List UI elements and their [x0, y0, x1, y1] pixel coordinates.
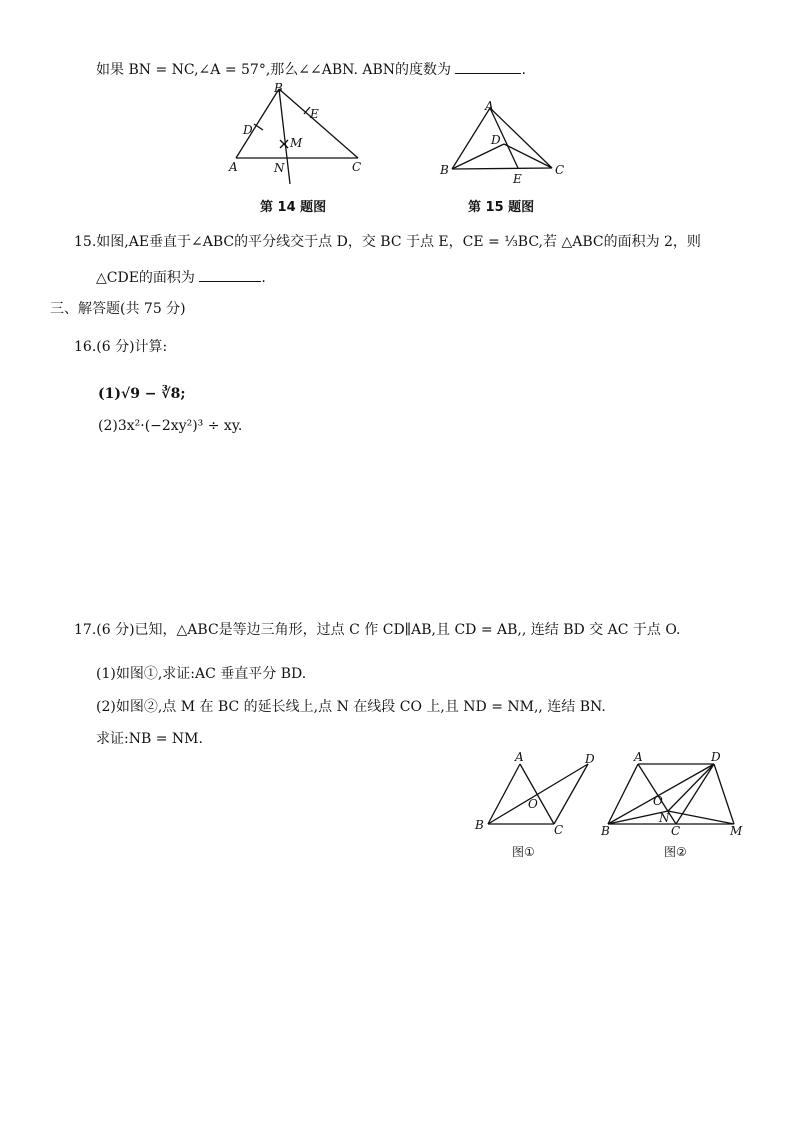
fig17b-caption: 图②	[664, 845, 687, 859]
fig15-caption: 第 15 题图	[468, 200, 535, 215]
fig14-label-m: M	[290, 136, 303, 150]
fig17b-side-cd	[676, 764, 714, 824]
fig14-label-b: B	[274, 81, 283, 95]
fig15-label-d: D	[491, 133, 501, 147]
q16-part1: (1)√9 − ∛8;	[98, 386, 186, 402]
fig17b-label-m: M	[730, 824, 743, 838]
q15-line1	[74, 232, 701, 252]
fig15-label-e: E	[513, 172, 522, 186]
fig17a-label-o: O	[528, 797, 538, 811]
fig17a-label-d: D	[585, 752, 595, 766]
fig17b-label-b: B	[601, 824, 610, 838]
q17-title: 17.(6 分)已知，△ABC是等边三角形，过点 C 作 CD∥AB,且 CD = AB,, 连结 BD 交 AC 于点 O.	[74, 622, 681, 638]
fig17a-caption: 图①	[512, 845, 535, 859]
q14-answer-blank[interactable]	[455, 59, 521, 74]
section-3-title: 三、解答题(共 75 分)	[50, 301, 186, 317]
q17-part2: (2)如图②,点 M 在 BC 的延长线上,点 N 在线段 CO 上,且 ND = NM,, 连结 BN.	[96, 699, 606, 715]
q15-text-1: 15.如图,AE垂直于∠ABC的平分线交于点 D，交 BC 于点 E，CE = ⅓BC,若 △ABC的面积为 2，则	[74, 234, 701, 250]
fig14-label-c: C	[352, 160, 362, 174]
fig17b-label-o: O	[653, 794, 663, 808]
fig15-line-dc	[504, 144, 552, 168]
figure-14	[222, 82, 372, 186]
fig17b-label-n: N	[659, 811, 670, 825]
fig17a-label-b: B	[475, 818, 484, 832]
fig17b-label-c: C	[671, 824, 681, 838]
fig14-label-e: E	[310, 107, 319, 121]
q17-part1: (1)如图①,求证:AC 垂直平分 BD.	[96, 666, 307, 682]
q15-answer-blank[interactable]	[199, 267, 261, 282]
figure-17-1	[470, 748, 600, 840]
q14-text: 如果 BN = NC,∠A = 57°,那么∠∠ABN. ABN的度数为	[96, 62, 452, 78]
fig17a-line-bd	[488, 764, 588, 824]
fig15-label-b: B	[440, 163, 449, 177]
q15-text-2: △CDE的面积为	[96, 270, 195, 286]
q16-part2: (2)3x²·(−2xy²)³ ÷ xy.	[98, 418, 243, 434]
fig17b-line-nd	[668, 764, 714, 811]
fig17a-side-cd	[554, 764, 588, 824]
fig15-label-c: C	[555, 163, 565, 177]
q15-line2: △CDE的面积为 .	[96, 267, 266, 288]
fig15-label-a: A	[485, 99, 494, 113]
fig14-label-a: A	[229, 160, 238, 174]
q14-tail: 如果 BN = NC,∠A = 57°,那么∠∠ABN. ABN的度数为 .	[96, 59, 526, 80]
fig14-label-d: D	[243, 123, 253, 137]
q17-part2b: 求证:NB = NM.	[96, 731, 203, 747]
figure-17-2	[598, 748, 748, 840]
fig14-caption: 第 14 题图	[260, 200, 327, 215]
fig17a-label-a: A	[515, 750, 524, 764]
fig17a-label-c: C	[554, 823, 564, 837]
fig17b-line-dm	[714, 764, 734, 824]
fig14-label-n: N	[274, 161, 285, 175]
fig15-side-bc	[452, 168, 552, 169]
q16-title: 16.(6 分)计算:	[74, 339, 168, 355]
fig17b-label-a: A	[634, 750, 643, 764]
figure-15	[436, 98, 576, 186]
fig17b-label-d: D	[711, 750, 721, 764]
